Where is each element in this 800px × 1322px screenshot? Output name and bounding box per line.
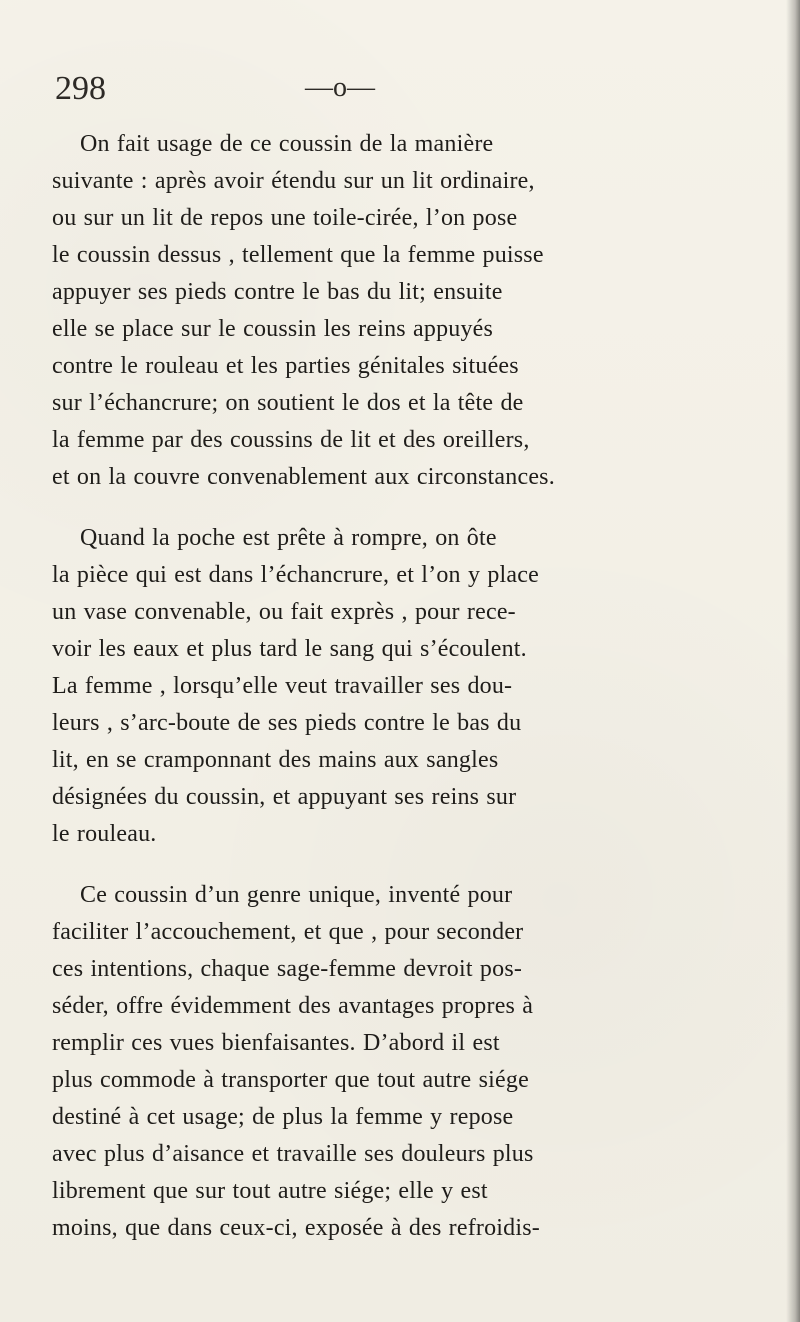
text-line: avec plus d’aisance et travaille ses douleurs plus	[52, 1141, 534, 1167]
text-line: la pièce qui est dans l’échancrure, et l’on y place	[52, 562, 539, 588]
text-line: contre le rouleau et les parties génitales situées	[52, 353, 519, 379]
text-line: remplir ces vues bienfaisantes. D’abord il est	[52, 1030, 500, 1056]
folio-mark: —o—	[305, 72, 375, 103]
text-line: ou sur un lit de repos une toile-cirée, l’on pose	[52, 205, 518, 231]
text-line: destiné à cet usage; de plus la femme y repose	[52, 1104, 514, 1130]
text-line: suivante : après avoir étendu sur un lit ordinaire,	[52, 168, 535, 194]
text-line: On fait usage de ce coussin de la manière	[80, 131, 494, 157]
text-line: voir les eaux et plus tard le sang qui s’écoulent.	[52, 636, 527, 662]
paragraph-1	[52, 126, 712, 496]
text-line: la femme par des coussins de lit et des oreillers,	[52, 427, 530, 453]
text-line: le coussin dessus , tellement que la femme puisse	[52, 242, 544, 268]
text-line: elle se place sur le coussin les reins appuyés	[52, 316, 494, 342]
text-line: moins, que dans ceux-ci, exposée à des refroidis-	[52, 1215, 540, 1241]
text-line: plus commode à transporter que tout autre siége	[52, 1067, 529, 1093]
text-line: sur l’échancrure; on soutient le dos et la tête de	[52, 390, 524, 416]
text-line: lit, en se cramponnant des mains aux sangles	[52, 747, 499, 773]
text-line: ces intentions, chaque sage-femme devroit pos-	[52, 956, 523, 982]
text-line: séder, offre évidemment des avantages propres à	[52, 993, 534, 1019]
page-number: 298	[55, 70, 106, 107]
text-line: le rouleau.	[52, 821, 157, 847]
text-line: et on la couvre convenablement aux circonstances.	[52, 464, 555, 490]
text-line: faciliter l’accouchement, et que , pour seconder	[52, 919, 524, 945]
text-line: leurs , s’arc-boute de ses pieds contre le bas du	[52, 710, 522, 736]
text-line: La femme , lorsqu’elle veut travailler ses dou-	[52, 673, 513, 699]
text-line: un vase convenable, ou fait exprès , pour rece-	[52, 599, 516, 625]
page-edge	[786, 0, 800, 1322]
text-line: librement que sur tout autre siége; elle y est	[52, 1178, 488, 1204]
text-line: Ce coussin d’un genre unique, inventé pour	[80, 882, 513, 908]
paragraph-2	[52, 520, 712, 853]
text-line: appuyer ses pieds contre le bas du lit; ensuite	[52, 279, 503, 305]
page-header	[55, 72, 555, 112]
paragraph-3	[52, 877, 712, 1247]
text-line: Quand la poche est prête à rompre, on ôte	[80, 525, 497, 551]
text-line: désignées du coussin, et appuyant ses reins sur	[52, 784, 517, 810]
page-body	[52, 126, 712, 1247]
